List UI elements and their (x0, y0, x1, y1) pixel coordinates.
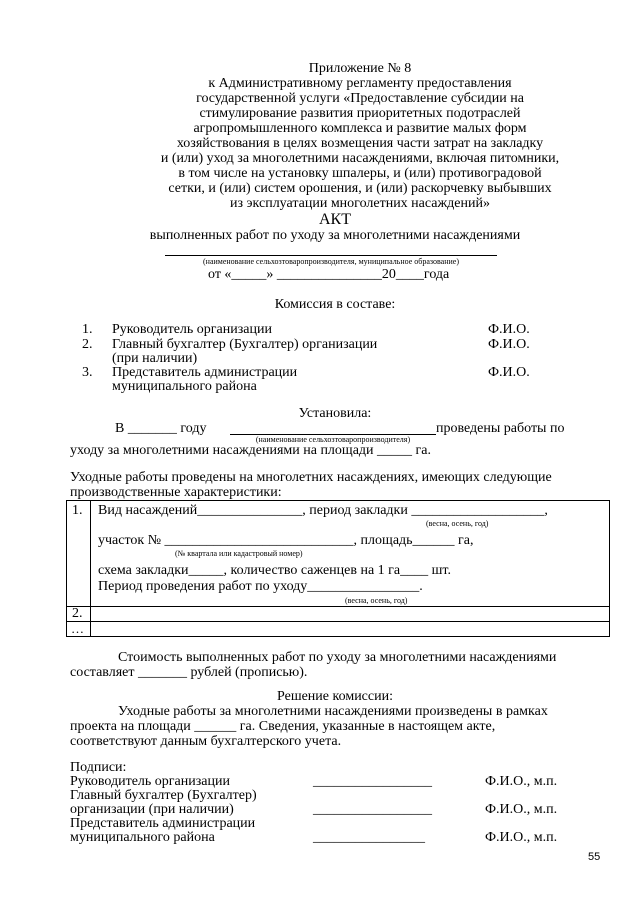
decision-text: соответствуют данным бухгалтерского учета. (70, 734, 342, 749)
signature-role: Представитель администрации (70, 816, 256, 831)
table-border (609, 500, 610, 637)
plot-line: участок № ___________________________, площадь______ га, (98, 533, 474, 548)
member-sign: Ф.И.О. (488, 365, 530, 380)
appendix-line: сетки, и (или) систем орошения, и (или) раскорчевку выбывших (168, 181, 552, 196)
producer-line (165, 255, 497, 256)
signature-line: _________________ (313, 774, 432, 789)
decision-text: проекта на площади ______ га. Сведения, указанные в настоящем акте, (70, 719, 496, 734)
member-number: 1. (82, 322, 93, 337)
member-number: 2. (82, 337, 93, 352)
decision-heading: Решение комиссии: (277, 689, 393, 704)
signatures-heading: Подписи: (70, 760, 127, 775)
signature-role: муниципального района (70, 830, 215, 845)
established-year: В _______ году (115, 421, 207, 436)
member-role: Руководитель организации (112, 322, 272, 337)
table-border (66, 500, 610, 501)
signature-fio: Ф.И.О., м.п. (485, 774, 558, 789)
table-border (66, 500, 67, 637)
decision-text: Уходные работы за многолетними насаждениями произведены в рамках (118, 704, 548, 719)
producer-caption: (наименование сельхозтоваропроизводителя, муниципальное образование) (203, 257, 459, 266)
table-row-number: 1. (72, 503, 83, 518)
plot-caption: (№ квартала или кадастровый номер) (175, 549, 303, 558)
care-period-line: Период проведения работ по уходу________________. (98, 579, 423, 594)
works-intro: производственные характеристики: (70, 485, 282, 500)
period-caption: (весна, осень, год) (345, 596, 408, 605)
planting-kind-line: Вид насаждений_______________, период закладки ___________________, (98, 503, 548, 518)
table-row-number: … (71, 621, 84, 636)
cost-text: Стоимость выполненных работ по уходу за многолетними насаждениями (118, 650, 557, 665)
member-role: муниципального района (112, 379, 257, 394)
table-border (90, 500, 91, 637)
signature-role: организации (при наличии) (70, 802, 234, 817)
member-number: 3. (82, 365, 93, 380)
member-sign: Ф.И.О. (488, 322, 530, 337)
appendix-line: агропромышленного комплекса и развитие малых форм (193, 121, 527, 136)
table-border (66, 636, 610, 637)
member-role: (при наличии) (112, 351, 198, 366)
table-border (66, 621, 610, 622)
act-title: АКТ (319, 211, 351, 228)
member-role: Главный бухгалтер (Бухгалтер) организации (112, 337, 378, 352)
signature-line: ________________ (313, 830, 425, 845)
season-caption: (весна, осень, год) (426, 519, 489, 528)
signature-line: _________________ (313, 802, 432, 817)
appendix-line: к Административному регламенту предоставления (208, 76, 512, 91)
table-row-number: 2. (72, 606, 83, 621)
established-caption: (наименование сельхозтоваропроизводителя) (255, 435, 411, 444)
table-border (66, 606, 610, 607)
appendix-line: стимулирование развития приоритетных подотраслей (199, 106, 521, 121)
member-sign: Ф.И.О. (488, 337, 530, 352)
established-area: уходу за многолетними насаждениями на площади _____ га. (70, 443, 431, 458)
established-heading: Установила: (298, 406, 372, 421)
appendix-line: в том числе на установку шпалеры, и (или) противоградовой (178, 166, 542, 181)
appendix-line: из эксплуатации многолетних насаждений» (230, 196, 490, 211)
act-subtitle: выполненных работ по уходу за многолетними насаждениями (149, 228, 521, 243)
scheme-line: схема закладки_____, количество саженцев на 1 га____ шт. (98, 563, 451, 578)
appendix-number: Приложение № 8 (308, 61, 412, 76)
works-intro: Уходные работы проведены на многолетних насаждениях, имеющих следующие (70, 470, 552, 485)
act-date-line: от «_____» _______________20____года (208, 267, 450, 282)
page-number: 55 (588, 851, 601, 863)
signature-role: Руководитель организации (70, 774, 230, 789)
signature-fio: Ф.И.О., м.п. (485, 830, 558, 845)
signature-fio: Ф.И.О., м.п. (485, 802, 558, 817)
commission-heading: Комиссия в составе: (274, 297, 396, 312)
appendix-line: и (или) уход за многолетними насаждениями, включая питомники, (160, 151, 560, 166)
appendix-line: хозяйствования в целях возмещения части затрат на закладку (176, 136, 544, 151)
established-works: проведены работы по (436, 421, 565, 436)
member-role: Представитель администрации (112, 365, 298, 380)
appendix-line: государственной услуги «Предоставление субсидии на (196, 91, 524, 106)
cost-text: составляет _______ рублей (прописью). (70, 665, 308, 680)
signature-role: Главный бухгалтер (Бухгалтер) (70, 788, 257, 803)
